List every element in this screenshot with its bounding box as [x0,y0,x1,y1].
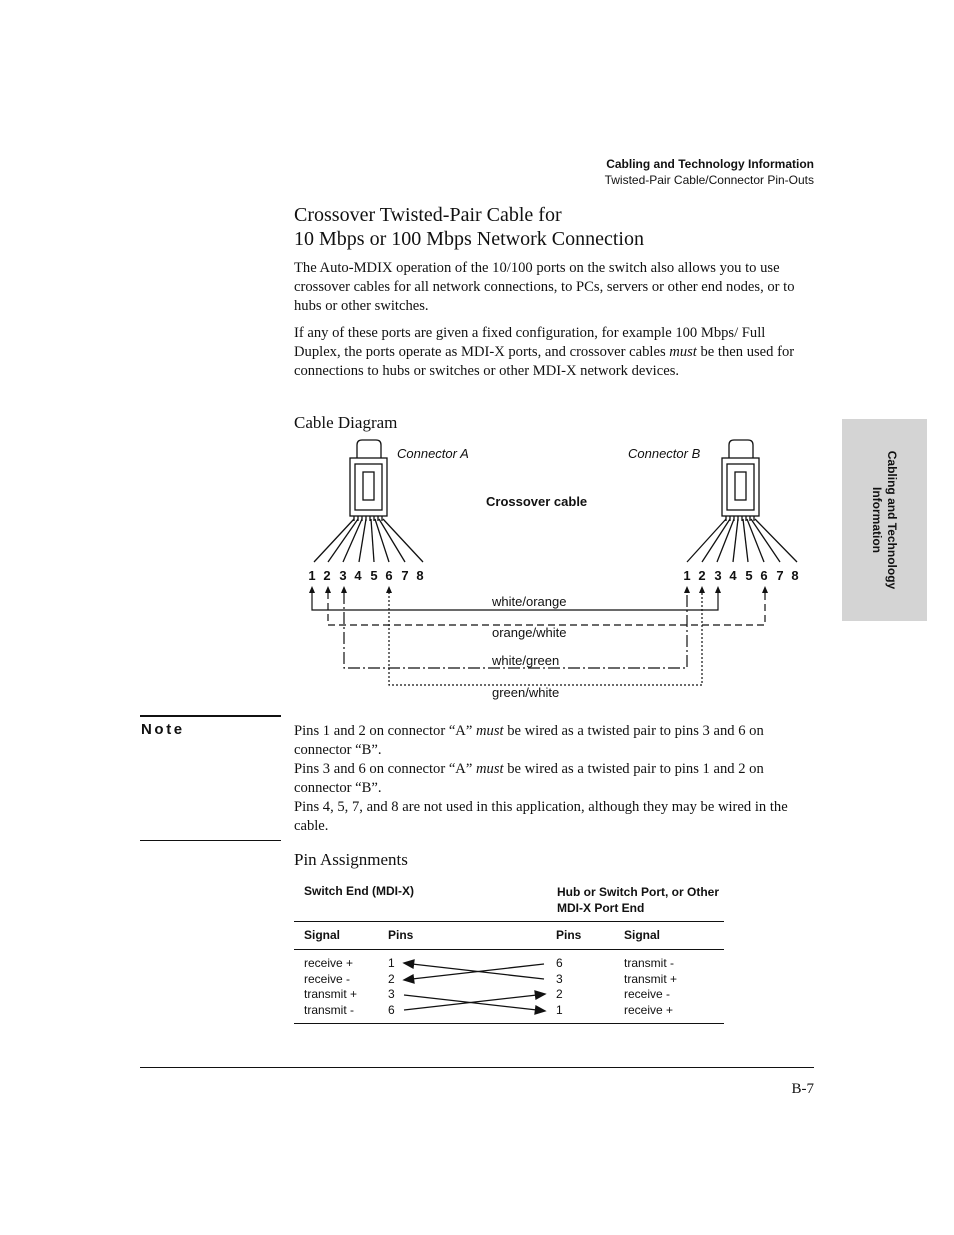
side-tab-line: Information [870,487,884,553]
text-run: be wired as a twisted pair to pins 1 and 2 on connector “B”. [294,761,764,796]
emphasis: must [475,761,504,777]
pin-number-b: 3 [714,568,722,583]
crossover-cable-diagram [300,435,805,705]
arrowhead-icon [535,1006,545,1014]
wire-label: white/orange [492,594,567,609]
table-cell: transmit - [304,1002,355,1017]
switch-end-header: Switch End (MDI-X) [304,884,414,898]
crossover-cable-label: Crossover cable [486,494,588,509]
pin-number-a: 6 [385,568,393,583]
table-cell: 6 [388,1002,395,1017]
table-cell: 3 [388,987,395,1001]
col-pins-left: Pins [388,928,414,942]
table-cell: 2 [388,971,395,986]
running-header-title: Cabling and Technology Information [606,157,814,171]
intro-paragraph: The Auto-MDIX operation of the 10/100 ports on the switch also allows you to use crossover cables for all network connections, to PCs, servers or other end nodes, or to hubs or other switches. [294,260,795,314]
col-signal-left: Signal [304,928,341,942]
running-header-subtitle: Twisted-Pair Cable/Connector Pin-Outs [604,173,814,187]
arrowhead-icon [535,991,545,999]
connector-b-label: Connector B [628,446,701,461]
connector-a-plug [350,440,387,521]
note-line [294,722,814,760]
connector-b-plug [722,440,759,521]
pin-number-a: 4 [354,568,362,583]
hub-end-header-line: MDI-X Port End [557,901,645,915]
page-number: B-7 [791,1081,814,1097]
side-tab-label [869,435,899,605]
table-cell: 3 [556,971,563,986]
table-rule [294,1023,724,1024]
connector-b-wires [687,519,797,562]
emphasis: must [475,723,504,739]
table-cell: 6 [556,956,563,970]
pin-assignments-heading: Pin Assignments [294,850,408,869]
table-cell: 1 [388,956,395,970]
table-cell: transmit + [304,987,358,1001]
table-cell: receive + [304,956,354,970]
note-rule-top [140,715,281,717]
text-run: be then used for connections to hubs or switches or other MDI-X network devices. [294,344,795,379]
pin-number-a: 7 [401,568,409,583]
pin-number-a: 2 [323,568,331,583]
config-paragraph [294,324,814,381]
pin-number-b: 7 [776,568,784,583]
note-line: Pins 4, 5, 7, and 8 are not used in this application, although they may be wired in the cable. [294,799,788,834]
note-line [294,760,814,798]
pin-number-b: 1 [683,568,691,583]
connector-a-label: Connector A [397,446,469,461]
pin-crossover-arrows [294,880,724,1030]
pin-number-b: 5 [745,568,753,583]
col-pins-right: Pins [556,928,582,942]
note-body [294,722,814,836]
text-run: If any of these ports are given a fixed configuration, for example 100 Mbps/ Full Duplex, the ports operate as MDI-X ports, and crossover cables [294,325,766,360]
wire-label: green/white [492,685,560,700]
table-cell: receive - [304,971,351,986]
wire-label: white/green [492,653,560,668]
pin-number-a: 3 [339,568,347,583]
section-title-line: Crossover Twisted-Pair Cable for [294,204,562,226]
table-cell: receive + [624,1002,674,1017]
arrowhead-icon [404,975,414,983]
hub-end-header-line: Hub or Switch Port, or Other [557,885,720,899]
text-run: Pins 3 and 6 on connector “A” [294,761,476,777]
pin-arrowheads [309,586,768,593]
arrowhead-icon [404,960,414,968]
table-cell: 1 [556,1002,563,1017]
col-signal-right: Signal [624,928,661,942]
pin-number-b: 6 [760,568,768,583]
text-run: be wired as a twisted pair to pins 3 and 6 on connector “B”. [294,723,764,758]
emphasis: must [669,344,697,360]
table-cell: transmit + [624,971,678,986]
side-thumb-tab [842,419,927,621]
note-label: Note [141,721,185,738]
text-run: Pins 1 and 2 on connector “A” [294,723,476,739]
pin-number-a: 1 [308,568,316,583]
section-title-line: 10 Mbps or 100 Mbps Network Connection [294,228,644,250]
pin-number-b: 2 [698,568,706,583]
pin-assignment-table [294,880,724,1030]
table-cell: transmit - [624,956,675,970]
wire-label: orange/white [492,625,567,640]
section-title [294,203,814,251]
side-tab-line: Cabling and Technology [885,450,899,590]
pin-number-b: 8 [791,568,799,583]
footer-rule [140,1067,814,1068]
table-cell: 2 [556,987,563,1001]
cable-diagram-heading: Cable Diagram [294,413,398,432]
connector-a-wires [314,519,423,562]
pin-number-b: 4 [729,568,737,583]
pin-number-a: 5 [370,568,378,583]
note-rule-bottom [140,840,281,841]
table-cell: receive - [624,987,671,1001]
pin-number-a: 8 [416,568,424,583]
